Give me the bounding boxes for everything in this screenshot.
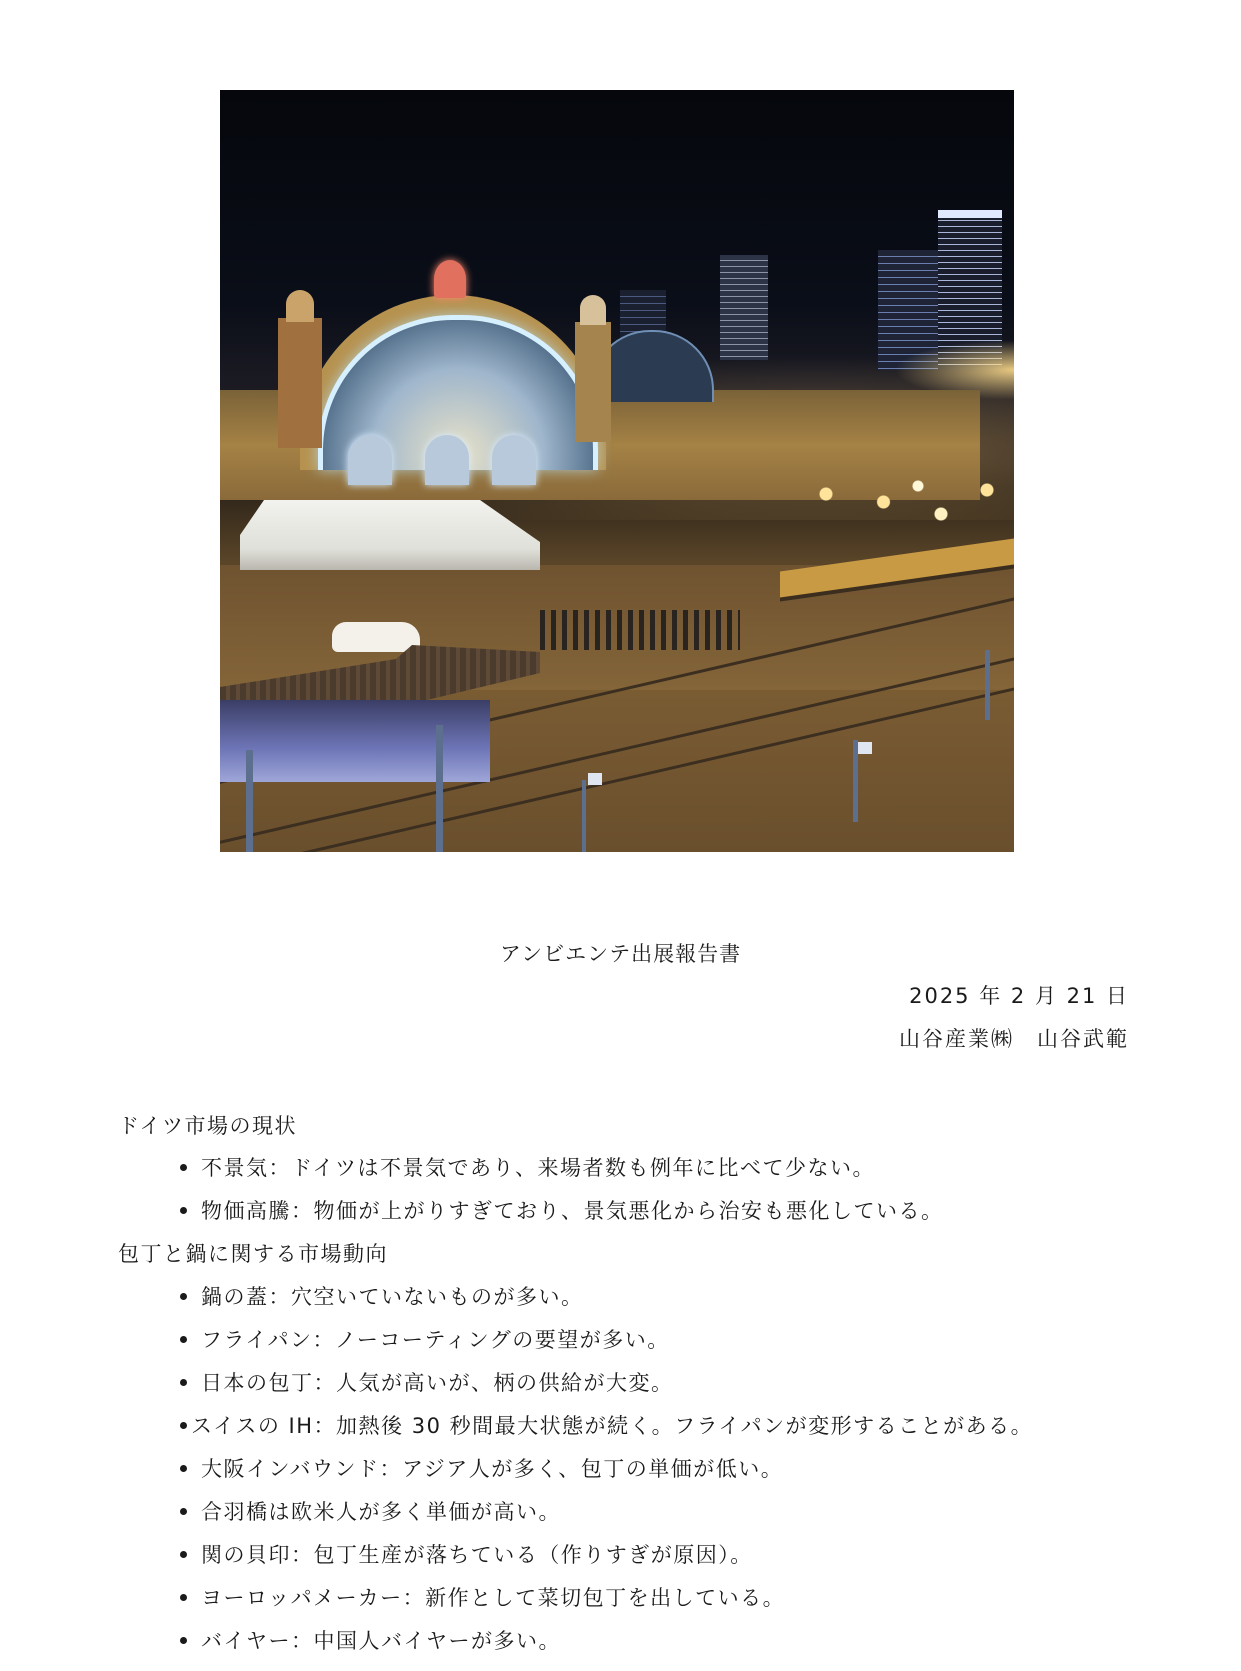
list-item <box>180 1496 561 1526</box>
white-car <box>332 622 420 652</box>
list-item <box>180 1281 584 1311</box>
street-sign <box>858 742 872 754</box>
list-item-text: 物価高騰：物価が上がりすぎており、景気悪化から治安も悪化している。 <box>201 1199 944 1223</box>
bullet-icon <box>180 1379 187 1386</box>
taxi-lights <box>780 470 1010 550</box>
list-item-text: ヨーロッパメーカー：新作として菜切包丁を出している。 <box>201 1586 786 1610</box>
list-item-text: バイヤー：中国人バイヤーが多い。 <box>201 1629 561 1653</box>
station-tower-dome <box>580 295 606 325</box>
skyscraper <box>720 255 768 360</box>
list-item-text: 合羽橋は欧米人が多く単価が高い。 <box>201 1500 561 1524</box>
section-heading: ドイツ市場の現状 <box>118 1114 297 1138</box>
list-item <box>180 1367 674 1397</box>
bullet-icon <box>180 1637 187 1644</box>
report-author: 山谷産業㈱ 山谷武範 <box>899 1027 1129 1051</box>
bullet-icon <box>180 1336 187 1343</box>
station-doorway <box>492 435 536 485</box>
list-item-text: スイスの IH：加熱後 30 秒間最大状態が続く。フライパンが変形することがある。 <box>191 1414 1034 1438</box>
pole <box>985 650 990 720</box>
list-item-text: 日本の包丁：人気が高いが、柄の供給が大変。 <box>201 1371 674 1395</box>
report-title: アンビエンテ出展報告書 <box>499 942 742 966</box>
station-tower-dome <box>286 290 314 322</box>
white-tent <box>240 500 540 570</box>
bullet-icon <box>180 1508 187 1515</box>
bullet-icon <box>180 1594 187 1601</box>
bullet-icon <box>180 1551 187 1558</box>
bullet-icon <box>180 1293 187 1300</box>
list-item <box>180 1324 670 1354</box>
street-sign <box>588 773 602 785</box>
station-night-photo <box>220 90 1014 852</box>
pole <box>436 725 443 852</box>
rooftop-statue <box>434 260 466 298</box>
list-item <box>180 1453 783 1483</box>
list-item <box>180 1195 944 1225</box>
report-date: 2025 年 2 月 21 日 <box>909 984 1129 1008</box>
crowd <box>540 610 740 650</box>
list-item-text: 関の貝印：包丁生産が落ちている（作りすぎが原因）。 <box>201 1543 753 1567</box>
bullet-icon <box>180 1422 187 1429</box>
list-item-text: フライパン：ノーコーティングの要望が多い。 <box>201 1328 670 1352</box>
list-item-text: 大阪インバウンド：アジア人が多く、包丁の単価が低い。 <box>201 1457 784 1481</box>
kiosk <box>220 700 490 782</box>
list-item-text: 不景気：ドイツは不景気であり、来場者数も例年に比べて少ない。 <box>201 1156 875 1180</box>
list-item <box>180 1152 875 1182</box>
skyscraper-top <box>938 210 1002 218</box>
station-tower-left <box>278 318 322 448</box>
station-doorway <box>425 435 469 485</box>
section-heading: 包丁と鍋に関する市場動向 <box>118 1242 388 1266</box>
pole <box>582 780 586 852</box>
bullet-icon <box>180 1465 187 1472</box>
list-item <box>180 1539 753 1569</box>
pole <box>246 750 253 852</box>
list-item <box>180 1625 561 1655</box>
list-item <box>180 1410 1033 1440</box>
bullet-icon <box>180 1164 187 1171</box>
list-item-text: 鍋の蓋：穴空いていないものが多い。 <box>201 1285 584 1309</box>
station-tower-right <box>575 322 611 442</box>
bullet-icon <box>180 1207 187 1214</box>
station-doorway <box>348 435 392 485</box>
list-item <box>180 1582 785 1612</box>
